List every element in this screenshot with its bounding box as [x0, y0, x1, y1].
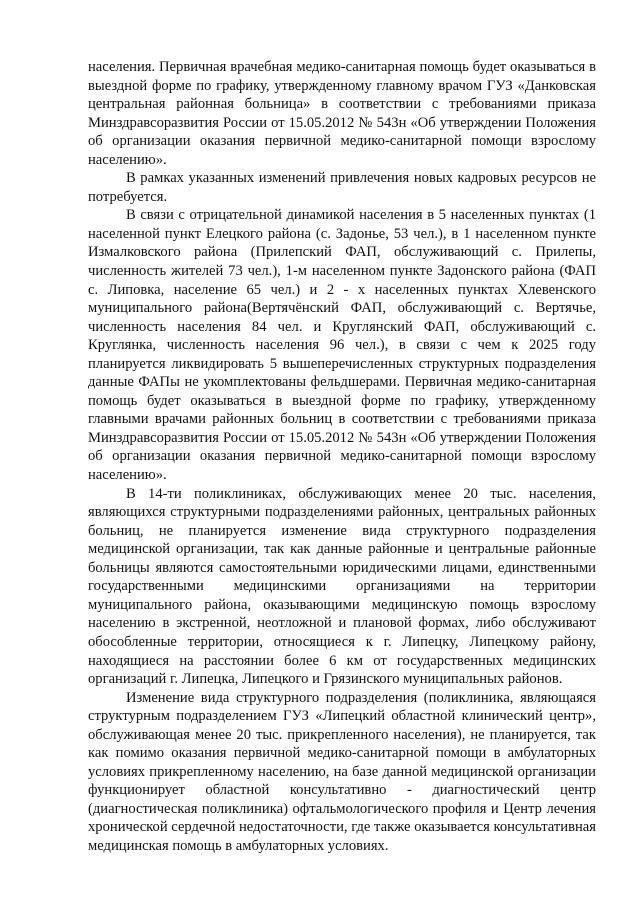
paragraph-staffing: В рамках указанных изменений привлечения новых кадровых ресурсов не потребуется. — [88, 170, 596, 205]
paragraph-population-decline: В связи с отрицательной динамикой населения в 5 населенных пунктах (1 населенной пункт Елецкого района (с. Задонье, 53 чел.), в 1 населенном пункте Измалковского района (Прилепский ФАП, обслуживающий с. Прилепы, численность жителей 73 чел.), 1-м населенном пункте Задонского района (ФАП с. Липовка, население 65 чел.) и 2 - х населенных пунктах Хлевенского муниципального района(Вертячëнский ФАП, обслуживающий с. Вертячье, численность населения 84 чел. и Круглянский ФАП, обслуживающий с. Круглянка, численность населения 96 чел.), в связи с чем к 2025 году планируется ликвидировать 5 вышеперечисленных структурных подразделения данные ФАПы не укомплектованы фельдшерами. Первичная медико-санитарная помощь будет оказываться в выездной форме по графику, утвержденному главными врачами районных больниц в соответствии с требованиями приказа Минздравсоразвития России от 15.05.2012 № 543н «Об утверждении Положения об организации оказания первичной медико-санитарной помощи взрослому населению». — [88, 207, 596, 484]
paragraph-continuation: населения. Первичная врачебная медико-санитарная помощь будет оказываться в выездной форме по графику, утвержденному главному врачом ГУЗ «Данковская центральная районная больница» в соответствии с требованиями приказа Минздравсоразвития России от 15.05.2012 № 543н «Об утверждении Положения об организации оказания первичной медико-санитарной помощи взрослому населению». — [88, 59, 596, 168]
paragraph-polyclinics: В 14-ти поликлиниках, обслуживающих менее 20 тыс. населения, являющихся структурными подразделениями районных, центральных районных больниц, не планируется изменение вида структурного подразделения медицинской организации, так как данные районные и центральные районные больницы являются самостоятельными юридическими лицами, единственными государственными медицинскими организациями на территории муниципального района, оказывающими медицинскую помощь взрослому населению в экстренной, неотложной и плановой формах, либо обслуживают обособленные территории, относящиеся к г. Липецку, Липецкому району, находящиеся на расстоянии более 6 км от государственных медицинских организаций г. Липецка, Липецкого и Грязинского муниципальных районов. — [88, 485, 596, 688]
document-page — [88, 58, 596, 856]
paragraph-regional-center: Изменение вида структурного подразделения (поликлиника, являющаяся структурным подразделением ГУЗ «Липецкий областной клинический центр», обслуживающая менее 20 тыс. прикрепленного населения), не планируется, так как помимо оказания первичной медико-санитарной помощи в амбулаторных условиях прикрепленному населению, на базе данной медицинской организации функционирует областной консультативно - диагностический центр (диагностическая поликлиника) офтальмологического профиля и Центр лечения хронической сердечной недостаточности, где также оказывается консультативная медицинская помощь в амбулаторных условиях. — [88, 689, 596, 854]
